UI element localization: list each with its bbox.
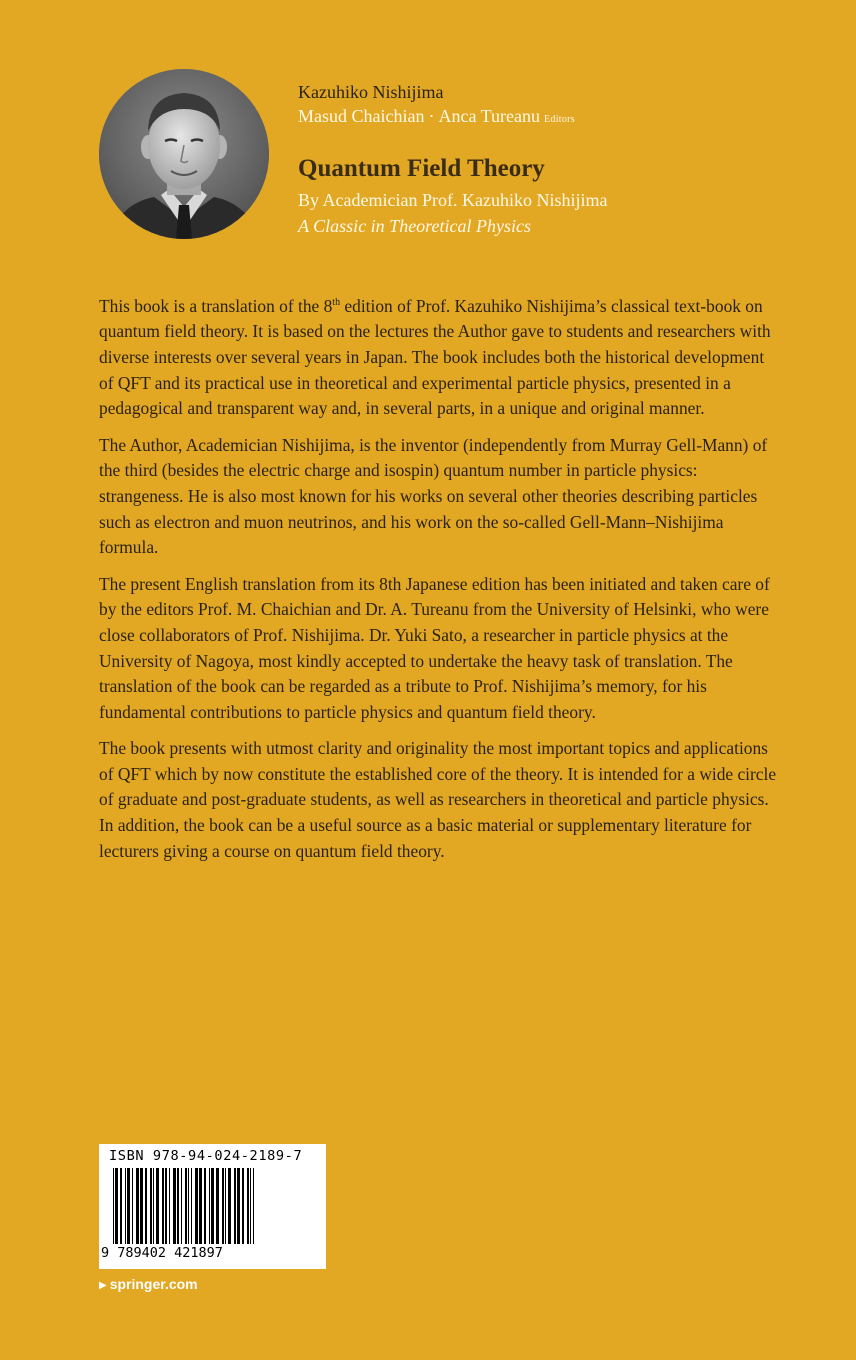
barcode-bar bbox=[234, 1168, 236, 1244]
barcode-bar bbox=[185, 1168, 187, 1244]
blurb-text: This book is a translation of the 8 bbox=[99, 295, 333, 316]
barcode-bar bbox=[222, 1168, 224, 1244]
barcode-bar bbox=[195, 1168, 198, 1244]
barcode-bar bbox=[177, 1168, 179, 1244]
author-name: Kazuhiko Nishijima bbox=[298, 82, 444, 102]
isbn-barcode bbox=[99, 1144, 326, 1269]
barcode-bar bbox=[150, 1168, 152, 1244]
barcode-bars bbox=[99, 1168, 326, 1246]
arrow-right-icon: ▶ bbox=[99, 1280, 107, 1291]
barcode-bar bbox=[188, 1168, 189, 1244]
barcode-bar bbox=[247, 1168, 249, 1244]
barcode-bar bbox=[127, 1168, 130, 1244]
barcode-bar bbox=[209, 1168, 210, 1244]
book-header bbox=[298, 80, 818, 239]
barcode-bar bbox=[115, 1168, 118, 1244]
barcode-bar bbox=[228, 1168, 231, 1244]
editors-separator: · bbox=[428, 106, 435, 126]
editor-name: Masud Chaichian bbox=[298, 106, 425, 126]
book-subtitle: By Academician Prof. Kazuhiko Nishijima bbox=[298, 190, 608, 210]
barcode-bar bbox=[191, 1168, 192, 1244]
blurb-paragraph bbox=[99, 290, 778, 422]
barcode-bar bbox=[140, 1168, 143, 1244]
barcode-bar bbox=[237, 1168, 240, 1244]
blurb-paragraph: The book presents with utmost clarity and originality the most important topics and applications of QFT which by now constitute the established core of the theory. It is intended for a wide circle of graduate and post-graduate students, as well as researchers in theoretical and particle physics. In addition, the book can be a useful source as a basic material or supplementary literature for lecturers giving a course on quantum field theory. bbox=[99, 738, 777, 861]
barcode-bar bbox=[225, 1168, 226, 1244]
blurb-paragraph: The Author, Academician Nishijima, is the inventor (independently from Murray Gell-Mann) of the third (besides the electric charge and isospin) quantum number in particle physics: strangeness. He is also most known for his works on several other theories describing particles such as electron and muon neutrinos, and his work on the so-called Gell-Mann–Nishijima formula. bbox=[99, 434, 768, 558]
barcode-bar bbox=[132, 1168, 133, 1244]
barcode-bar bbox=[204, 1168, 206, 1244]
barcode-bar bbox=[120, 1168, 122, 1244]
barcode-bar bbox=[153, 1168, 154, 1244]
barcode-bar bbox=[145, 1168, 147, 1244]
barcode-bar bbox=[165, 1168, 167, 1244]
editors-role-label: Editors bbox=[543, 114, 575, 125]
editors-line bbox=[298, 104, 818, 132]
superscript: th bbox=[332, 297, 341, 308]
barcode-bar bbox=[253, 1168, 254, 1244]
author-portrait bbox=[99, 69, 269, 239]
barcode-bar bbox=[125, 1168, 126, 1244]
barcode-bar bbox=[250, 1168, 251, 1244]
blurb-paragraph: The present English translation from its 8th Japanese edition has been initiated and taken care of by the editors Prof. M. Chaichian and Dr. A. Tureanu from the University of Helsinki, who were close collaborators of Prof. Nishijima. Dr. Yuki Sato, a researcher in particle physics at the University of Nagoya, most kindly accepted to undertake the heavy task of translation. The translation of the book can be regarded as a tribute to Prof. Nishijima’s memory, for his fundamental contributions to particle physics and quantum field theory. bbox=[99, 573, 770, 722]
editor-name: Anca Tureanu bbox=[438, 106, 540, 126]
barcode-bar bbox=[156, 1168, 159, 1244]
author-photo-image bbox=[99, 69, 269, 239]
barcode-bar bbox=[169, 1168, 170, 1244]
barcode-digits: 9 789402 421897 bbox=[101, 1245, 223, 1261]
barcode-bar bbox=[113, 1168, 114, 1244]
barcode-bar bbox=[211, 1168, 214, 1244]
barcode-bar bbox=[162, 1168, 164, 1244]
publisher-url[interactable] bbox=[99, 1276, 198, 1292]
series-title: A Classic in Theoretical Physics bbox=[298, 216, 531, 236]
blurb bbox=[99, 290, 778, 875]
barcode-bar bbox=[181, 1168, 182, 1244]
publisher-url-text: springer.com bbox=[109, 1276, 198, 1292]
barcode-bar bbox=[136, 1168, 139, 1244]
barcode-bar bbox=[242, 1168, 244, 1244]
barcode-bar bbox=[199, 1168, 202, 1244]
blurb-text: edition of Prof. Kazuhiko Nishijima’s classical text-book on quantum field theory. It is based on the lectures the Author gave to students and researchers with diverse interests over several years in Japan. The book includes both the historical development of QFT and its practical use in theoretical and experimental particle physics, presented in a pedagogical and transparent way and, in several parts, in a unique and original manner. bbox=[99, 295, 771, 419]
barcode-bar bbox=[216, 1168, 219, 1244]
barcode-bar bbox=[173, 1168, 176, 1244]
isbn-label: ISBN 978-94-024-2189-7 bbox=[109, 1148, 303, 1164]
book-title: Quantum Field Theory bbox=[298, 155, 545, 182]
